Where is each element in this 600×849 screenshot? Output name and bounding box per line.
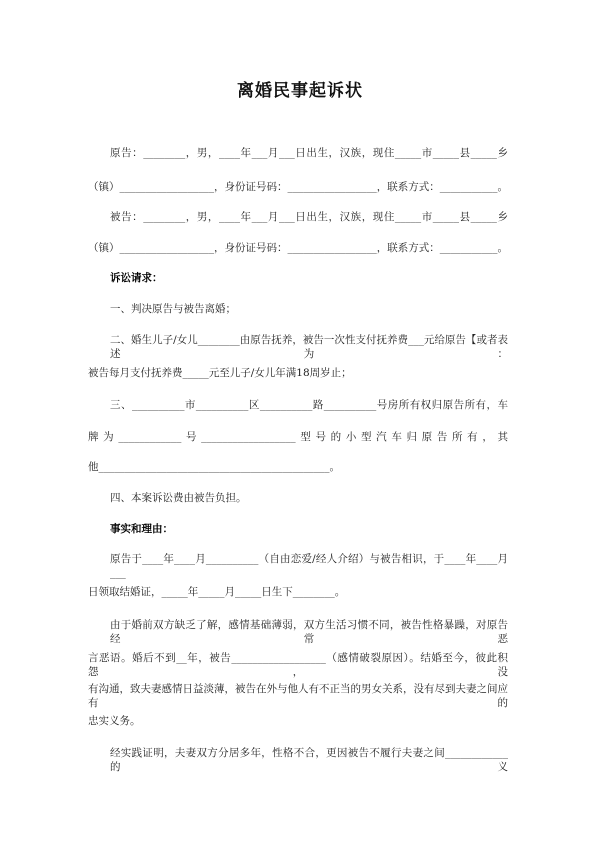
claims-heading: 诉讼请求： [110,272,163,284]
facts-para-2-line-1: 由于婚前双方缺乏了解，感情基础薄弱，双方生活习惯不同，被告性格暴躁，对原告经常恶 [110,619,508,645]
claim-3-line-1: 三、__________市__________区__________路__________号房所有权归原告所有，车 [110,399,508,411]
facts-para-2-line-4: 忠实义务。 [88,715,141,727]
defendant-line-1: 被告：________，男，____年___月___日出生，汉族，现住_____市_____县_____乡 [110,211,508,223]
facts-para-2-line-3: 有沟通，致夫妻感情日益淡薄，被告在外与他人有不正当的男女关系，没有尽到夫妻之间应有的 [88,683,508,709]
claim-1: 一、判决原告与被告离婚； [110,303,236,315]
claim-3-line-2: 牌为____________号__________________型号的小型汽车归原告所有，其 [88,431,508,443]
facts-para-2-line-2: 言恶语。婚后不到__年，被告__________________（感情破裂原因）。结婚至今，彼此积怨，没 [88,652,508,678]
document-title: 离婚民事起诉状 [237,81,363,101]
defendant-line-2: （镇）__________________，身份证号码：_________________，联系方式：___________。 [88,242,508,254]
facts-heading: 事实和理由： [110,523,173,535]
claim-3-line-3: 他____________________________________________。 [88,461,340,473]
facts-para-3-line-1: 经实践证明，夫妻双方分居多年，性格不合，更因被告不履行夫妻之间____________的义 [110,747,508,773]
plaintiff-line-2: （镇）__________________，身份证号码：_________________，联系方式：___________。 [88,181,508,193]
claim-2-line-2: 被告每月支付抚养费_____元至儿子/女儿年满18周岁止； [88,367,352,379]
claim-2-line-1: 二、婚生儿子/女儿________由原告抚养，被告一次性支付抚养费___元给原告【或者表述为： [110,334,508,360]
claim-4: 四、本案诉讼费由被告负担。 [110,492,247,504]
plaintiff-line-1: 原告：________，男，____年___月___日出生，汉族，现住_____市_____县_____乡 [110,147,508,159]
facts-para-1-line-2: 日领取结婚证，_____年_____月_____日生下________。 [88,586,346,598]
facts-para-1-line-1: 原告于____年____月__________（自由恋爱/经人介绍）与被告相识，于____年____月___ [110,553,508,579]
